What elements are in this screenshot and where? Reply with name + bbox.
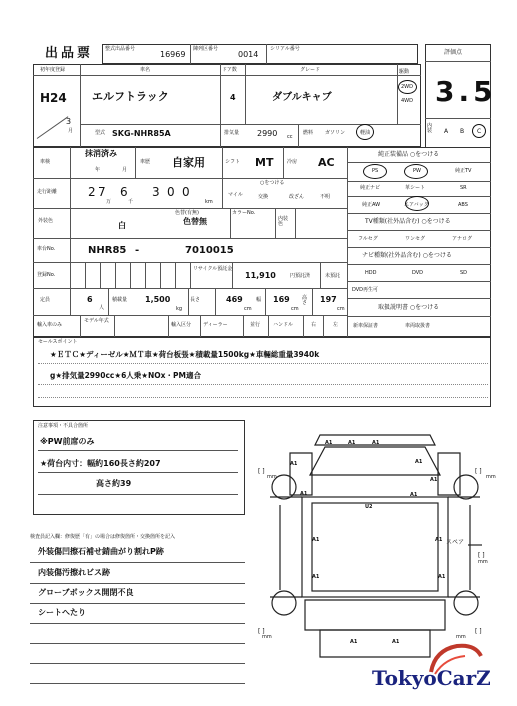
mark-6: A1 bbox=[300, 491, 308, 497]
reg-no-label: 整式出品番号 bbox=[105, 46, 136, 52]
equip-nav: 純正ナビ bbox=[360, 185, 381, 191]
mm-front-left: mm bbox=[267, 474, 277, 480]
mileage-label: 走行距離 bbox=[37, 189, 58, 195]
first-reg-month: 3 bbox=[66, 117, 72, 126]
interior-label: 内装 bbox=[427, 123, 433, 134]
usage-value: 自家用 bbox=[172, 156, 205, 169]
notes-line-3: 高さ約39 bbox=[96, 479, 132, 488]
notes-label: 注意事項・不具合箇所 bbox=[38, 423, 89, 429]
interior-grade-a: A bbox=[444, 128, 449, 135]
inspection-year: 年 bbox=[95, 167, 101, 173]
svg-text:[ ]: [ ] bbox=[478, 552, 485, 559]
model-year-label: モデル年式 bbox=[84, 318, 109, 324]
import-class-label: 輸入区分 bbox=[171, 322, 192, 328]
door-count: 4 bbox=[230, 93, 236, 102]
tv-one: ワンセグ bbox=[405, 236, 426, 242]
name-label: 車名 bbox=[140, 67, 151, 73]
grade-value: ダブルキャブ bbox=[272, 92, 332, 103]
meter-mile: マイル bbox=[228, 192, 243, 198]
displacement-value: 2990 bbox=[257, 129, 278, 138]
usage-label: 車歴 bbox=[140, 159, 151, 165]
equip-tv: 純正TV bbox=[455, 168, 472, 174]
width-label: 幅 bbox=[256, 297, 262, 303]
tv-analog: アナログ bbox=[452, 236, 473, 242]
meter-tampered: 改ざん bbox=[289, 194, 305, 200]
stock-no-label: 陳列区番号 bbox=[193, 46, 219, 52]
color-change-label: 色替(有無) bbox=[175, 210, 199, 216]
length-unit: cm bbox=[244, 306, 252, 312]
equip-ps: PS bbox=[372, 168, 379, 174]
mileage-digit-1: 2 bbox=[88, 185, 96, 199]
ext-color-value: 白 bbox=[118, 221, 126, 230]
inspector-line-1: 外装傷凹擦石補せ錆曲がり割れP跡 bbox=[38, 547, 164, 556]
interior-c-circle bbox=[472, 124, 486, 138]
interior-grade-c: C bbox=[477, 128, 482, 135]
mark-14: A1 bbox=[350, 639, 358, 645]
length-label: 長さ bbox=[190, 297, 201, 303]
score-label: 評価点 bbox=[444, 49, 463, 56]
spare-label: スペア bbox=[446, 539, 465, 546]
equip-aw: 純正AW bbox=[362, 202, 381, 208]
dealer-label: ディーラー bbox=[203, 322, 228, 328]
fuel-label: 燃料 bbox=[303, 130, 314, 136]
drive-4wd: 4WD bbox=[401, 98, 413, 104]
width-unit: cm bbox=[291, 306, 299, 312]
mark-15: A1 bbox=[392, 639, 400, 645]
reg-label: 登録No. bbox=[37, 272, 56, 278]
mm-front-right: mm bbox=[486, 474, 496, 480]
model-name: エルフトラック bbox=[92, 90, 169, 103]
meter-note: ○をつける bbox=[260, 180, 285, 186]
shift-label: シフト bbox=[225, 159, 241, 165]
equip-airbag-circle bbox=[405, 196, 429, 211]
chassis-number: 7010015 bbox=[185, 245, 234, 256]
load-value: 1,500 bbox=[145, 295, 171, 304]
ac-value: AC bbox=[318, 156, 335, 169]
inspection-label: 車検 bbox=[40, 159, 51, 165]
equip-ps-circle bbox=[363, 164, 387, 179]
serial-label: シリアル番号 bbox=[270, 46, 300, 52]
parallel-label: 並行 bbox=[250, 322, 261, 328]
displacement-label: 排気量 bbox=[224, 130, 240, 136]
chassis-label: 車台No. bbox=[37, 246, 56, 252]
first-reg-era: H24 bbox=[40, 91, 67, 105]
mark-5: A1 bbox=[415, 459, 423, 465]
nav-dvd: DVD bbox=[412, 270, 424, 276]
nav-hdd: HDD bbox=[365, 270, 377, 276]
recycle-paid: 円預託済 bbox=[290, 273, 311, 279]
equip-airbag: エアバッグ bbox=[404, 202, 429, 208]
width-value: 169 bbox=[273, 295, 290, 304]
equip-abs: ABS bbox=[458, 202, 468, 208]
shift-value: MT bbox=[255, 156, 274, 169]
header-number-box bbox=[102, 44, 418, 64]
chassis-dash: - bbox=[135, 245, 140, 256]
dvd-play-label: DVD再生可 bbox=[352, 287, 379, 293]
model-code-label: 型式 bbox=[95, 130, 106, 136]
mark-3: A1 bbox=[372, 440, 380, 446]
tv-full: フルセグ bbox=[358, 236, 378, 242]
ext-color-label: 外装色 bbox=[38, 218, 54, 224]
meter-exchange: 交換 bbox=[258, 194, 269, 200]
interior-grade-b: B bbox=[460, 128, 465, 135]
nav-sd: SD bbox=[460, 270, 468, 276]
docs-title: 取扱説明書 ○をつける bbox=[378, 304, 440, 311]
stock-no-value: 0014 bbox=[238, 50, 259, 59]
mileage-digit-3: 6 bbox=[120, 185, 128, 199]
equip-sr: SR bbox=[460, 185, 467, 191]
mileage-digit-6: 0 bbox=[182, 185, 190, 199]
equip-pw-circle bbox=[404, 164, 428, 179]
grade-label: グレード bbox=[300, 67, 321, 73]
recycle-label: リサイクル預託金 bbox=[193, 266, 233, 272]
chassis-prefix: NHR85 bbox=[88, 245, 127, 256]
mark-11: A1 bbox=[435, 537, 443, 543]
mileage-digit-2: 7 bbox=[98, 185, 106, 199]
ac-label: 冷房 bbox=[287, 159, 298, 165]
model-code: SKG-NHR85A bbox=[112, 129, 171, 138]
mark-8: A1 bbox=[410, 492, 418, 498]
mark-4: A1 bbox=[290, 461, 298, 467]
mark-13: A1 bbox=[438, 574, 446, 580]
sales-line-2: g★排気量2990cc★6人乗★NOx・PM適合 bbox=[50, 371, 201, 380]
mark-2: A1 bbox=[348, 440, 356, 446]
mark-1: A1 bbox=[325, 440, 333, 446]
mileage-unit-km: km bbox=[205, 199, 213, 205]
drive-2wd-circle bbox=[398, 80, 417, 94]
mileage-digit-4: 3 bbox=[152, 185, 160, 199]
handle-right: 右 bbox=[311, 322, 317, 328]
fuel-selected: 軽油 bbox=[360, 130, 371, 136]
watermark-text: TokyoCarZ bbox=[372, 666, 491, 690]
notes-line-2: ★荷台内寸：幅約160長さ約207 bbox=[40, 459, 161, 468]
drive-2wd: 2WD bbox=[401, 84, 413, 90]
inspector-line-2: 内装傷汚擦れビス跡 bbox=[38, 568, 110, 577]
sales-line-1: ★ＥＴＣ★ディーゼル★ＭＴ車★荷台板張★積載量1500kg★車輛総重量3940k bbox=[50, 350, 320, 359]
capacity-value: 6 bbox=[87, 295, 93, 304]
fuel-circle bbox=[356, 124, 374, 140]
mileage-digit-5: 0 bbox=[167, 185, 175, 199]
reg-no-value: 16969 bbox=[160, 50, 186, 59]
equip-leather: 革シート bbox=[405, 185, 426, 191]
docs-warranty: 新車保証書 bbox=[353, 323, 379, 329]
svg-text:[ ]: [ ] bbox=[258, 468, 265, 475]
svg-text:[ ]: [ ] bbox=[258, 628, 265, 635]
length-value: 469 bbox=[226, 295, 243, 304]
int-color-label: 内装色 bbox=[278, 216, 289, 227]
meter-unknown: 不明 bbox=[320, 194, 331, 200]
mark-10: A1 bbox=[312, 537, 320, 543]
door-label: ドア数 bbox=[222, 67, 237, 73]
mm-rear-left: mm bbox=[262, 634, 272, 640]
score-value: 3.5 bbox=[435, 75, 497, 108]
mileage-unit-man: 万 bbox=[106, 199, 112, 205]
first-reg-label: 初年度登録 bbox=[40, 67, 66, 73]
drive-label: 駆動 bbox=[399, 69, 410, 75]
inspector-label: 検査員記入欄：修復歴「有」の場合は修復箇所・交換箇所を記入 bbox=[30, 534, 176, 540]
load-label: 積載量 bbox=[112, 297, 128, 303]
inspector-line-3: グローブボックス開閉不良 bbox=[38, 588, 134, 597]
first-reg-month-suffix: 月 bbox=[68, 128, 74, 134]
fuel-value: ガソリン bbox=[325, 130, 346, 136]
svg-text:[ ]: [ ] bbox=[475, 628, 482, 635]
mark-9: U2 bbox=[365, 504, 373, 510]
sales-points-label: セールスポイント bbox=[38, 339, 78, 345]
color-change-value: 色替無 bbox=[183, 217, 207, 226]
recycle-unpaid: 未預託 bbox=[325, 273, 341, 279]
inspector-line-4: シートへたり bbox=[38, 608, 86, 617]
mm-spare: mm bbox=[478, 559, 488, 565]
height-label: 高さ bbox=[302, 295, 308, 306]
notes-line-1: ※PW前席のみ bbox=[40, 437, 95, 446]
handle-left: 左 bbox=[333, 322, 339, 328]
mm-rear-right: mm bbox=[456, 634, 466, 640]
inspection-value: 抹消済み bbox=[85, 149, 117, 158]
displacement-unit: cc bbox=[287, 134, 293, 140]
handle-label: ハンドル bbox=[273, 322, 294, 328]
recycle-value: 11,910 bbox=[245, 271, 276, 280]
height-value: 197 bbox=[320, 295, 337, 304]
import-label: 輸入車のみ bbox=[37, 322, 63, 328]
docs-manual: 車両取扱書 bbox=[405, 323, 431, 329]
load-unit: kg bbox=[176, 306, 183, 312]
sheet-title: 出品票 bbox=[45, 46, 94, 61]
equipment-title: 純正装備品 ○をつける bbox=[378, 151, 440, 158]
capacity-label: 定員 bbox=[40, 297, 51, 303]
nav-title: ナビ種類(社外品含む) ○をつける bbox=[362, 252, 452, 259]
mileage-unit-sen: 千 bbox=[128, 199, 134, 205]
equip-pw: PW bbox=[413, 168, 421, 174]
height-unit: cm bbox=[337, 306, 345, 312]
inspection-month: 月 bbox=[122, 167, 128, 173]
mark-12: A1 bbox=[312, 574, 320, 580]
svg-text:[ ]: [ ] bbox=[475, 468, 482, 475]
mark-7: A1 bbox=[430, 477, 438, 483]
tv-title: TV種類(社外品含む) ○をつける bbox=[365, 218, 451, 225]
color-code-label: カラーNo. bbox=[232, 210, 256, 216]
capacity-unit: 人 bbox=[99, 305, 105, 311]
